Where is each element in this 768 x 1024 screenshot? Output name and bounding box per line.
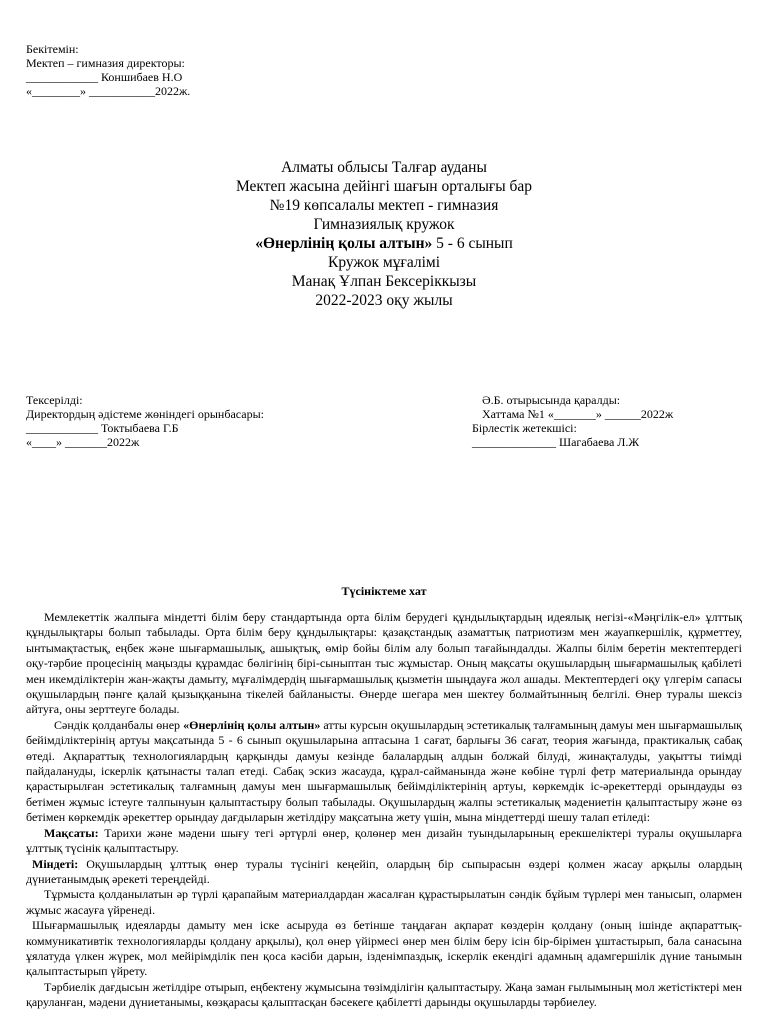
approval-line-1: Бекітемін: — [26, 42, 79, 56]
approval-line-3: ____________ Коншибаев Н.О — [26, 70, 183, 84]
explanatory-heading: Түсініктеме хат — [341, 584, 427, 598]
sig-right-line-4: ______________ Шагабаева Л.Ж — [472, 435, 640, 449]
explanatory-body — [26, 610, 742, 1011]
sig-right-line-2: Хаттама №1 «_______» ______2022ж — [482, 407, 674, 421]
title-teacher-name: Манақ Ұлпан Бексеріккызы — [291, 273, 477, 290]
sig-right-line-3: Бірлестік жетекшісі: — [472, 421, 577, 435]
title-club-grades: 5 - 6 сынып — [432, 235, 513, 252]
paragraph-course-title: «Өнерлінің қолы алтын» — [183, 717, 321, 732]
title-club-name-bold: «Өнерлінің қолы алтын» — [255, 235, 433, 252]
task-text: Оқушылардың ұлттық өнер туралы түсінігі кеңейіп, олардың бір сыпырасын өздері қолмен жасау арқылы олардың дүниетанымдық әрекеті тереңдейді. — [26, 856, 742, 886]
paragraph-creativity: Шығармашылық идеяларды дамыту мен іске асыруда өз бетінше таңдаған ақпарат көздерін қолдану (оның ішінде ақпараттық-коммуникативтік технологияларды қолдану арқылы), қол өнер үйірмесі өнер мен білім беру ісін бір-бірімен ұштастырып, бала санасына ұялатуда үлкен жүрек, мол мейірімділік пен қоса кәсіби дарын, ізденімпаздық, іскерлік екендігі адамның адамгершілік дүние танымын қалыптастырып үйрету. — [26, 918, 742, 979]
title-region: Алматы облысы Талғар ауданы — [281, 159, 487, 176]
title-club-type: Гимназиялық кружок — [313, 216, 455, 233]
title-school-name: №19 көпсалалы мектеп - гимназия — [269, 197, 499, 214]
paragraph-values: Мемлекеттік жалпыға міндетті білім беру стандартында орта білім берудегі құндылықтардың идеялық негізі-«Мәңгілік-ел» ұлттық құндылықтары болып табылады. Орта білім беру құндылықтары: қазақстандық азаматтық патриотизм мен жауапкершілік, құрметтеу, ынтымақтастық, еңбек және шығармашылық, ашықтық, өмір бойы білім алу болып тағайындалды. Жалпы білім беретін мектептердегі оқу-тәрбие процесінің маңызды құрамдас бөлігінің бірі-сыныптан тыс жұмыстар. Оның мақсаты оқушылардың шығармашылық қабілеті мен икемділіктерін жан-жақты дамыту, мұғалімдердің шығармашылық қызметін шыңдауға жол ашады. Мектептердегі оқу үлгерім сапасы оқушылардың пәнге қалай қызыққанына тікелей байланысты. Өнерде шегара мен шектеу болмайтынның белгілі. Өнер туралы шексіз айтуға, оны зерттеуге болады. — [26, 610, 742, 717]
paragraph-upbringing: Тәрбиелік дағдысын жетілдіре отырып, еңбектену жұмысына төзімділігін қалыптастыру. Жаңа заман ғылымының мол жетістіктері мен қаруланған, мәдени дүниетанымы, көзқарасы қалыптасқан бәсекеге қабілетті дарынды оқушыларды тәрбиелеу. — [26, 979, 742, 1010]
title-block — [0, 158, 768, 310]
signature-left — [26, 393, 264, 449]
paragraph-course-text: атты курсын оқушылардың эстетикалық талғамының дамуы мен шығармашылық бейімділіктерінің артуы мақсатында 5 - 6 сынып оқушыларына аптасына 1 сағат, барлығы 36 сағат, теория жағында, практикалық сабақ өтеді. Ақпараттық технологиялардың қарқынды дамуы кезінде балалардың алдын болжай білуді, жинақталуды, уақытты тиімді пайдалануды, іскерлік қатынасты талап етеді. Сабақ эскиз жасауда, құрал-сайманында және көбіне түрлі фетр материалында орындау қарастырылған эстетикалық талғамның дамуы мен шығармашылық бейімділіктерінің артуы, көркемдік іс-әрекеттерді орындауды өз бетімен жұмыс істеуге талпынуын қалыптастыру болып табылады. Оқушылардың жалпы эстетикалық мәдениетін қалыптастыру және өз бетімен көркемдік әрекеттер орындау дағдыларын жетілдіру мақсатына жету үшін, мына міндеттерді шешу талап етіледі: — [26, 717, 742, 825]
goal-label: Мақсаты: — [44, 825, 99, 840]
title-academic-year: 2022-2023 оқу жылы — [315, 292, 453, 309]
sig-left-line-2: Директордың әдістеме жөніндегі орынбасары: — [26, 407, 264, 421]
approval-block — [26, 42, 190, 98]
title-school-type: Мектеп жасына дейінгі шағын орталығы бар — [235, 178, 533, 195]
paragraph-goal — [26, 826, 742, 857]
title-club-name — [0, 234, 768, 253]
sig-left-line-3: ____________ Токтыбаева Г.Б — [26, 421, 179, 435]
sig-left-line-4: «____» _______2022ж — [26, 435, 140, 449]
sig-right-line-1: Ә.Б. отырысында қаралды: — [482, 393, 621, 407]
task-label: Міндеті: — [32, 856, 79, 871]
paragraph-course — [26, 718, 742, 826]
title-teacher-label: Кружок мұғалімі — [328, 254, 440, 271]
sig-left-line-1: Тексерілді: — [26, 393, 83, 407]
goal-text: Тарихи және мәдени шығу тегі әртүрлі өнер, қолөнер мен дизайн туындыларының ерекшеліктері туралы оқушыларға ұлттық түсінік қалыптастыру. — [26, 825, 742, 856]
signature-right — [472, 393, 673, 449]
paragraph-materials: Тұрмыста қолданылатын әр түрлі қарапайым материалдардан жасалған құрастырылатын сәндік бұйым түрлері мен танысып, олармен жұмыс жасауға үйренеді. — [26, 887, 742, 917]
paragraph-task — [26, 857, 742, 888]
paragraph-course-intro: Сәндік қолданбалы өнер — [54, 717, 184, 732]
approval-line-4: «________» ___________2022ж. — [26, 84, 191, 98]
approval-line-2: Мектеп – гимназия директоры: — [26, 56, 185, 70]
